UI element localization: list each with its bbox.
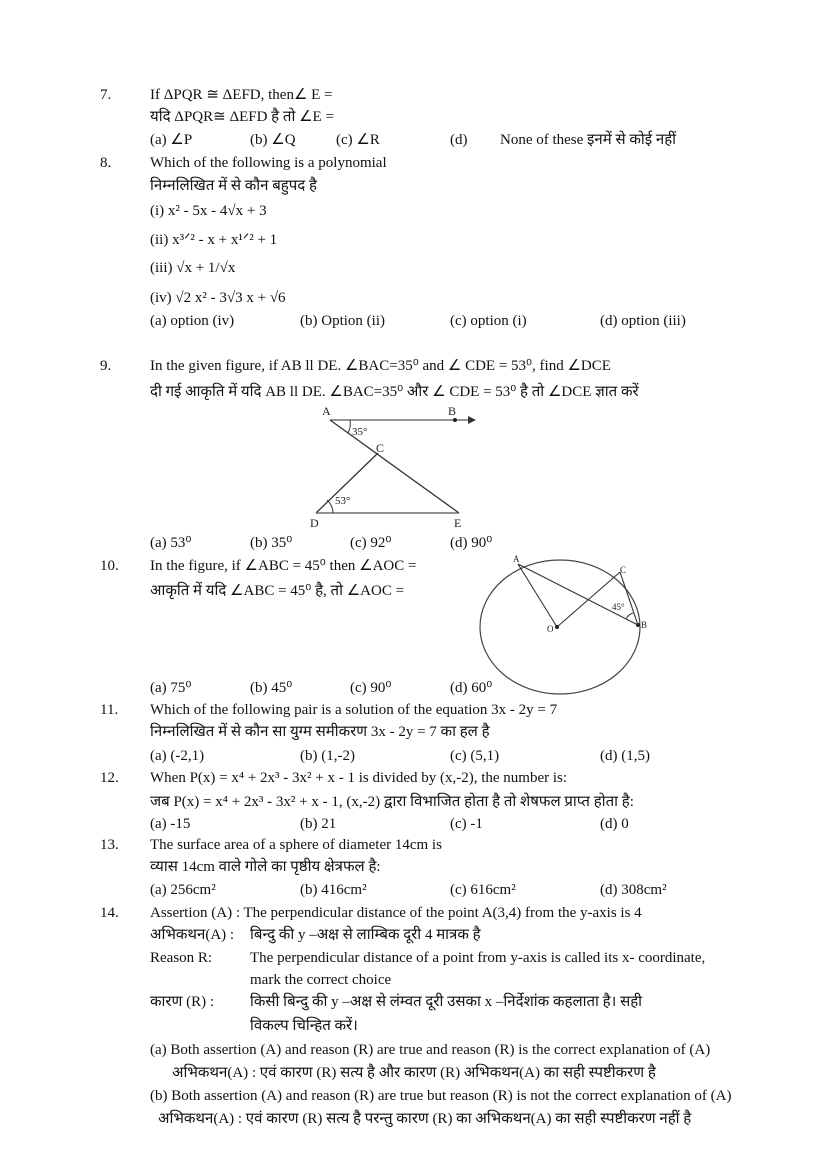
question-number: 13. bbox=[100, 837, 119, 853]
option-d-text: None of these इनमें से कोई नहीं bbox=[500, 132, 677, 148]
question-text-en: When P(x) = x⁴ + 2x³ - 3x² + x - 1 is divided by (x,-2), the number is: bbox=[150, 770, 568, 786]
circle-figure bbox=[470, 550, 670, 700]
question-text-en: The surface area of a sphere of diameter 14cm is bbox=[150, 837, 442, 853]
expression-item: (i) x² - 5x - 4√x + 3 bbox=[150, 203, 267, 219]
expression-item: (ii) x³ᐟ² - x + x¹ᐟ² + 1 bbox=[150, 232, 278, 248]
question-text-en: If ΔPQR ≅ ΔEFD, then∠ E = bbox=[150, 87, 333, 103]
point-label: C bbox=[376, 441, 385, 455]
option-a: (a) ∠P bbox=[150, 132, 193, 148]
option-d: (d) 90⁰ bbox=[450, 535, 493, 551]
option-a: (a) 75⁰ bbox=[150, 680, 192, 696]
question-text-hi: आकृति में यदि ∠ABC = 45⁰ है, तो ∠AOC = bbox=[150, 583, 405, 599]
question-number: 9. bbox=[100, 358, 112, 374]
question-text-en: In the given figure, if AB ll DE. ∠BAC=35⁰ and ∠ CDE = 53⁰, find ∠DCE bbox=[150, 358, 611, 374]
option-a: (a) Both assertion (A) and reason (R) are true and reason (R) is the correct explanation of (A) bbox=[150, 1042, 711, 1058]
reason-en: mark the correct choice bbox=[250, 972, 392, 988]
point-label: E bbox=[454, 516, 462, 530]
question-text-en: In the figure, if ∠ABC = 45⁰ then ∠AOC = bbox=[150, 558, 417, 574]
option-c: (c) 92⁰ bbox=[350, 535, 392, 551]
question-number: 11. bbox=[100, 702, 119, 718]
question-text-hi: निम्नलिखित में से कौन बहुपद है bbox=[150, 178, 317, 194]
reason-hi-label: कारण (R) : bbox=[150, 994, 215, 1010]
option-a: (a) 256cm² bbox=[150, 882, 216, 898]
question-text-hi: यदि ΔPQR≅ ΔEFD है तो ∠E = bbox=[150, 109, 334, 125]
option-a: (a) (-2,1) bbox=[150, 748, 205, 764]
question-text-hi: व्यास 14cm वाले गोले का पृष्ठीय क्षेत्रफल है: bbox=[150, 859, 381, 875]
question-text-en: Which of the following is a polynomial bbox=[150, 155, 387, 171]
point-label: B bbox=[641, 620, 648, 630]
reason-hi: विकल्प चिन्हित करें। bbox=[250, 1018, 358, 1034]
question-text-en: Which of the following pair is a solution of the equation 3x - 2y = 7 bbox=[150, 702, 558, 718]
point-label: A bbox=[513, 554, 520, 564]
point-label: O bbox=[547, 624, 554, 634]
angle-label: 45° bbox=[612, 602, 625, 612]
option-b: (b) 416cm² bbox=[300, 882, 367, 898]
reason-label: Reason R: bbox=[150, 950, 213, 966]
question-number: 10. bbox=[100, 558, 119, 574]
question-number: 14. bbox=[100, 905, 119, 921]
angle-label: 53° bbox=[335, 495, 351, 507]
reason-hi: किसी बिन्दु की y –अक्ष से लंम्वत दूरी उसका x –निर्देशांक कहलाता है। सही bbox=[250, 994, 643, 1010]
parallel-lines-figure bbox=[300, 400, 500, 535]
question-text-hi: जब P(x) = x⁴ + 2x³ - 3x² + x - 1, (x,-2) द्वारा विभाजित होता है तो शेषफल प्राप्त होता है: bbox=[150, 794, 634, 810]
option-d: (d) 308cm² bbox=[600, 882, 667, 898]
assertion-hi-label: अभिकथन(A) : bbox=[150, 927, 235, 943]
option-c: (c) 90⁰ bbox=[350, 680, 392, 696]
question-number: 7. bbox=[100, 87, 112, 103]
option-d: (d) 60⁰ bbox=[450, 680, 493, 696]
expression-item: (iii) √x + 1/√x bbox=[150, 260, 236, 276]
question-number: 12. bbox=[100, 770, 119, 786]
option-b: (b) Option (ii) bbox=[300, 313, 385, 329]
option-b: (b) ∠Q bbox=[250, 132, 296, 148]
option-b-hi: अभिकथन(A) : एवं कारण (R) सत्य है परन्तु कारण (R) का अभिकथन(A) का सही स्पष्टीकरण नहीं है bbox=[158, 1111, 692, 1127]
expression-item: (iv) √2 x² - 3√3 x + √6 bbox=[150, 290, 286, 306]
option-a-hi: अभिकथन(A) : एवं कारण (R) सत्य है और कारण (R) अभिकथन(A) का सही स्पष्टीकरण है bbox=[172, 1065, 656, 1081]
option-b: (b) Both assertion (A) and reason (R) are true but reason (R) is not the correct explanation of (A) bbox=[150, 1088, 732, 1104]
option-d: (d) option (iii) bbox=[600, 313, 686, 329]
question-text-hi: दी गई आकृति में यदि AB ll DE. ∠BAC=35⁰ और ∠ CDE = 53⁰ है तो ∠DCE ज्ञात करें bbox=[150, 384, 639, 400]
point-label: A bbox=[322, 404, 331, 418]
option-a: (a) 53⁰ bbox=[150, 535, 192, 551]
option-a: (a) option (iv) bbox=[150, 313, 235, 329]
option-b: (b) 35⁰ bbox=[250, 535, 293, 551]
point-label: B bbox=[448, 404, 457, 418]
question-number: 8. bbox=[100, 155, 112, 171]
option-b: (b) (1,-2) bbox=[300, 748, 355, 764]
assertion-en: Assertion (A) : The perpendicular distance of the point A(3,4) from the y-axis is 4 bbox=[150, 905, 642, 921]
assertion-hi: बिन्दु की y –अक्ष से लाम्बिक दूरी 4 मात्रक है bbox=[250, 927, 481, 943]
option-b: (b) 21 bbox=[300, 816, 337, 832]
option-c: (c) ∠R bbox=[336, 132, 380, 148]
point-label: D bbox=[310, 516, 319, 530]
angle-label: 35° bbox=[352, 426, 368, 438]
option-d: (d) bbox=[450, 132, 468, 148]
option-a: (a) -15 bbox=[150, 816, 191, 832]
question-text-hi: निम्नलिखित में से कौन सा युग्म समीकरण 3x - 2y = 7 का हल है bbox=[150, 724, 490, 740]
option-c: (c) option (i) bbox=[450, 313, 527, 329]
option-b: (b) 45⁰ bbox=[250, 680, 293, 696]
option-c: (c) (5,1) bbox=[450, 748, 500, 764]
option-d: (d) (1,5) bbox=[600, 748, 650, 764]
option-c: (c) 616cm² bbox=[450, 882, 516, 898]
option-d: (d) 0 bbox=[600, 816, 629, 832]
point-label: C bbox=[620, 565, 627, 575]
reason-en: The perpendicular distance of a point from y-axis is called its x- coordinate, bbox=[250, 950, 706, 966]
option-c: (c) -1 bbox=[450, 816, 483, 832]
